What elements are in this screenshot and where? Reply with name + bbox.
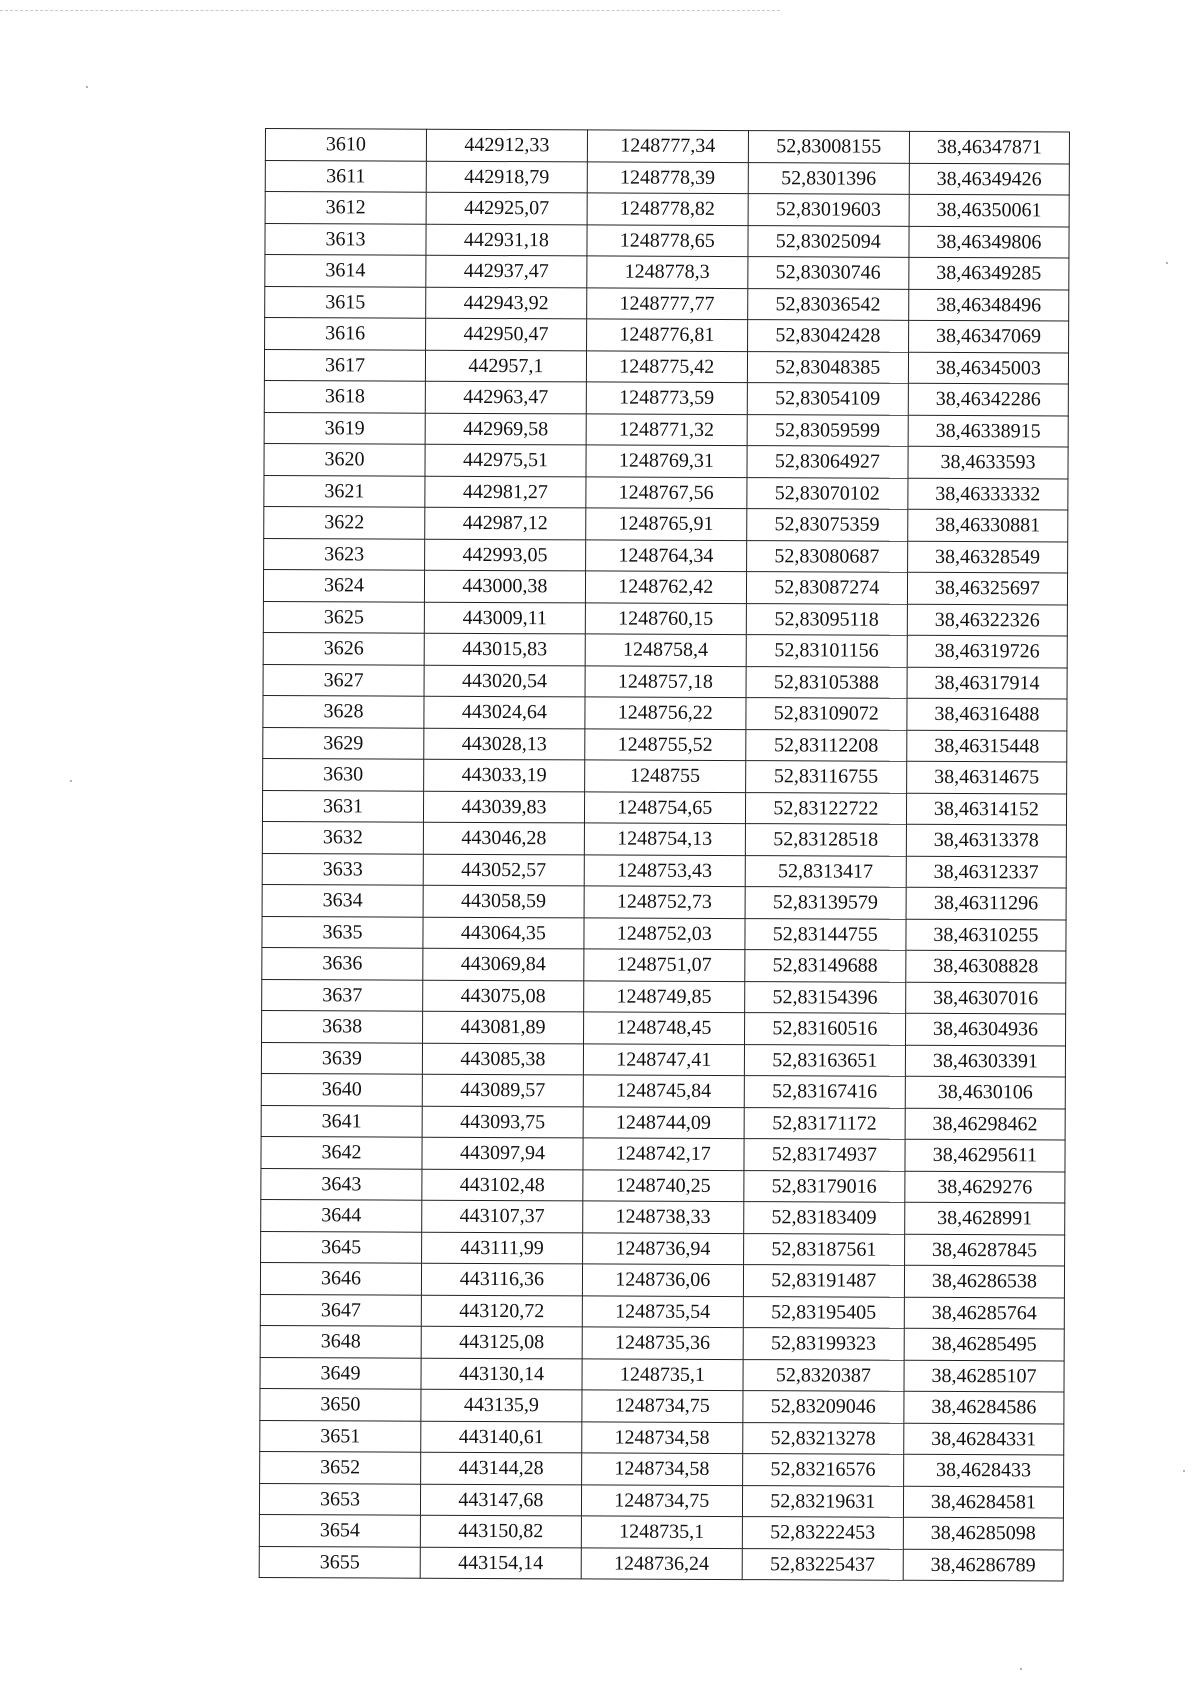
y-coordinate-cell: 1248748,45 <box>583 1012 744 1044</box>
longitude-cell: 38,46285764 <box>904 1297 1064 1329</box>
longitude-cell: 38,46342286 <box>908 383 1068 415</box>
latitude-cell: 52,83054109 <box>747 383 908 415</box>
coordinates-table <box>259 128 1070 1581</box>
y-coordinate-cell: 1248777,34 <box>587 130 748 162</box>
y-coordinate-cell: 1248751,07 <box>584 949 745 981</box>
x-coordinate-cell: 442963,47 <box>425 381 586 413</box>
point-number-cell: 3613 <box>265 223 426 255</box>
scan-speck <box>1166 262 1168 264</box>
point-number-cell: 3644 <box>261 1199 422 1231</box>
point-number-cell: 3629 <box>263 727 424 759</box>
x-coordinate-cell: 442981,27 <box>425 476 586 508</box>
latitude-cell: 52,83195405 <box>743 1296 904 1328</box>
table-row <box>263 632 1067 667</box>
longitude-cell: 38,46349285 <box>909 257 1069 289</box>
latitude-cell: 52,83222453 <box>742 1517 903 1549</box>
point-number-cell: 3632 <box>262 821 423 853</box>
latitude-cell: 52,8320387 <box>743 1359 904 1391</box>
latitude-cell: 52,83122722 <box>745 792 906 824</box>
x-coordinate-cell: 443111,99 <box>422 1232 583 1264</box>
x-coordinate-cell: 443125,08 <box>421 1326 582 1358</box>
table-row <box>264 380 1068 415</box>
longitude-cell: 38,46333332 <box>908 478 1068 510</box>
x-coordinate-cell: 443015,83 <box>424 633 585 665</box>
point-number-cell: 3646 <box>260 1262 421 1294</box>
longitude-cell: 38,46304936 <box>905 1013 1065 1045</box>
point-number-cell: 3648 <box>260 1325 421 1357</box>
point-number-cell: 3639 <box>261 1042 422 1074</box>
latitude-cell: 52,83219631 <box>742 1485 903 1517</box>
y-coordinate-cell: 1248738,33 <box>583 1201 744 1233</box>
y-coordinate-cell: 1248764,34 <box>585 539 746 571</box>
table-row <box>261 1168 1065 1203</box>
point-number-cell: 3624 <box>263 569 424 601</box>
x-coordinate-cell: 443075,08 <box>423 980 584 1012</box>
y-coordinate-cell: 1248734,58 <box>582 1421 743 1453</box>
table-row <box>259 1483 1063 1518</box>
y-coordinate-cell: 1248747,41 <box>583 1043 744 1075</box>
longitude-cell: 38,46330881 <box>908 509 1068 541</box>
longitude-cell: 38,46316488 <box>907 698 1067 730</box>
latitude-cell: 52,83167416 <box>744 1076 905 1108</box>
latitude-cell: 52,83144755 <box>745 918 906 950</box>
latitude-cell: 52,83187561 <box>743 1233 904 1265</box>
x-coordinate-cell: 442925,07 <box>426 192 587 224</box>
point-number-cell: 3653 <box>259 1483 420 1515</box>
point-number-cell: 3614 <box>265 255 426 287</box>
longitude-cell: 38,46315448 <box>907 730 1067 762</box>
x-coordinate-cell: 443120,72 <box>421 1295 582 1327</box>
point-number-cell: 3617 <box>264 349 425 381</box>
point-number-cell: 3626 <box>263 632 424 664</box>
x-coordinate-cell: 443028,13 <box>424 728 585 760</box>
longitude-cell: 38,4630106 <box>905 1076 1065 1108</box>
latitude-cell: 52,83171172 <box>744 1107 905 1139</box>
table-row <box>259 1546 1063 1581</box>
longitude-cell: 38,4629276 <box>905 1171 1065 1203</box>
point-number-cell: 3640 <box>261 1073 422 1105</box>
x-coordinate-cell: 442950,47 <box>426 318 587 350</box>
scan-speck <box>1020 1668 1022 1670</box>
table-row <box>265 255 1069 290</box>
y-coordinate-cell: 1248755 <box>584 760 745 792</box>
x-coordinate-cell: 442969,58 <box>425 413 586 445</box>
table-row <box>264 506 1068 541</box>
table-row <box>263 758 1067 793</box>
table-row <box>262 790 1066 825</box>
y-coordinate-cell: 1248762,42 <box>585 571 746 603</box>
y-coordinate-cell: 1248745,84 <box>583 1075 744 1107</box>
table-row <box>263 664 1067 699</box>
table-row <box>260 1420 1064 1455</box>
table-row <box>260 1262 1064 1297</box>
latitude-cell: 52,83042428 <box>747 320 908 352</box>
point-number-cell: 3616 <box>265 318 426 350</box>
y-coordinate-cell: 1248736,06 <box>582 1264 743 1296</box>
x-coordinate-cell: 443093,75 <box>422 1106 583 1138</box>
latitude-cell: 52,83154396 <box>744 981 905 1013</box>
table-row <box>262 1010 1066 1045</box>
latitude-cell: 52,83087274 <box>746 572 907 604</box>
point-number-cell: 3641 <box>261 1105 422 1137</box>
x-coordinate-cell: 443147,68 <box>420 1484 581 1516</box>
latitude-cell: 52,83199323 <box>743 1328 904 1360</box>
table-row <box>260 1388 1064 1423</box>
y-coordinate-cell: 1248776,81 <box>586 319 747 351</box>
longitude-cell: 38,46311296 <box>906 887 1066 919</box>
longitude-cell: 38,46310255 <box>906 919 1066 951</box>
scan-speck <box>1183 1470 1185 1472</box>
x-coordinate-cell: 443130,14 <box>421 1358 582 1390</box>
table-row <box>261 1042 1065 1077</box>
latitude-cell: 52,83095118 <box>746 603 907 635</box>
x-coordinate-cell: 443150,82 <box>420 1515 581 1547</box>
table-row <box>261 1136 1065 1171</box>
table-row <box>263 601 1067 636</box>
latitude-cell: 52,83059599 <box>747 414 908 446</box>
table-row <box>262 884 1066 919</box>
latitude-cell: 52,83149688 <box>745 950 906 982</box>
longitude-cell: 38,46319726 <box>907 635 1067 667</box>
point-number-cell: 3647 <box>260 1294 421 1326</box>
table-row <box>260 1357 1064 1392</box>
longitude-cell: 38,46284586 <box>904 1391 1064 1423</box>
longitude-cell: 38,46328549 <box>907 541 1067 573</box>
latitude-cell: 52,83105388 <box>746 666 907 698</box>
latitude-cell: 52,83163651 <box>744 1044 905 1076</box>
latitude-cell: 52,83030746 <box>748 257 909 289</box>
x-coordinate-cell: 443058,59 <box>423 885 584 917</box>
y-coordinate-cell: 1248735,36 <box>582 1327 743 1359</box>
x-coordinate-cell: 443135,9 <box>421 1389 582 1421</box>
point-number-cell: 3649 <box>260 1357 421 1389</box>
x-coordinate-cell: 443089,57 <box>422 1074 583 1106</box>
point-number-cell: 3638 <box>262 1010 423 1042</box>
point-number-cell: 3621 <box>264 475 425 507</box>
y-coordinate-cell: 1248760,15 <box>585 602 746 634</box>
latitude-cell: 52,83179016 <box>744 1170 905 1202</box>
point-number-cell: 3620 <box>264 443 425 475</box>
latitude-cell: 52,83139579 <box>745 887 906 919</box>
longitude-cell: 38,46314675 <box>906 761 1066 793</box>
point-number-cell: 3645 <box>261 1231 422 1263</box>
y-coordinate-cell: 1248777,77 <box>586 287 747 319</box>
y-coordinate-cell: 1248778,3 <box>587 256 748 288</box>
longitude-cell: 38,46347069 <box>908 320 1068 352</box>
longitude-cell: 38,46345003 <box>908 352 1068 384</box>
x-coordinate-cell: 442993,05 <box>425 539 586 571</box>
longitude-cell: 38,46285495 <box>904 1328 1064 1360</box>
longitude-cell: 38,46317914 <box>907 667 1067 699</box>
longitude-cell: 38,46285098 <box>903 1517 1063 1549</box>
y-coordinate-cell: 1248752,73 <box>584 886 745 918</box>
point-number-cell: 3630 <box>263 758 424 790</box>
x-coordinate-cell: 442937,47 <box>426 255 587 287</box>
x-coordinate-cell: 443081,89 <box>423 1011 584 1043</box>
longitude-cell: 38,46347871 <box>909 131 1069 163</box>
table-row <box>261 1073 1065 1108</box>
y-coordinate-cell: 1248754,65 <box>584 791 745 823</box>
y-coordinate-cell: 1248756,22 <box>585 697 746 729</box>
y-coordinate-cell: 1248773,59 <box>586 382 747 414</box>
x-coordinate-cell: 442931,18 <box>426 224 587 256</box>
y-coordinate-cell: 1248758,4 <box>585 634 746 666</box>
table-row <box>265 160 1069 195</box>
latitude-cell: 52,83070102 <box>747 477 908 509</box>
y-coordinate-cell: 1248749,85 <box>583 980 744 1012</box>
longitude-cell: 38,46312337 <box>906 856 1066 888</box>
x-coordinate-cell: 443144,28 <box>421 1452 582 1484</box>
y-coordinate-cell: 1248740,25 <box>583 1169 744 1201</box>
latitude-cell: 52,83174937 <box>744 1139 905 1171</box>
x-coordinate-cell: 442957,1 <box>425 350 586 382</box>
longitude-cell: 38,46349426 <box>909 163 1069 195</box>
y-coordinate-cell: 1248765,91 <box>586 508 747 540</box>
point-number-cell: 3611 <box>265 160 426 192</box>
table-row <box>264 349 1068 384</box>
point-number-cell: 3615 <box>265 286 426 318</box>
point-number-cell: 3634 <box>262 884 423 916</box>
longitude-cell: 38,46286789 <box>903 1549 1063 1581</box>
y-coordinate-cell: 1248742,17 <box>583 1138 744 1170</box>
x-coordinate-cell: 443046,28 <box>423 822 584 854</box>
x-coordinate-cell: 443116,36 <box>421 1263 582 1295</box>
table-row <box>263 695 1067 730</box>
y-coordinate-cell: 1248735,1 <box>581 1516 742 1548</box>
latitude-cell: 52,83216576 <box>742 1454 903 1486</box>
latitude-cell: 52,83183409 <box>743 1202 904 1234</box>
x-coordinate-cell: 443000,38 <box>424 570 585 602</box>
latitude-cell: 52,83064927 <box>747 446 908 478</box>
x-coordinate-cell: 443052,57 <box>423 854 584 886</box>
longitude-cell: 38,46338915 <box>908 415 1068 447</box>
point-number-cell: 3642 <box>261 1136 422 1168</box>
scan-top-edge-line <box>0 10 780 11</box>
table-row <box>262 821 1066 856</box>
table-row <box>259 1514 1063 1549</box>
y-coordinate-cell: 1248744,09 <box>583 1106 744 1138</box>
y-coordinate-cell: 1248735,1 <box>582 1358 743 1390</box>
y-coordinate-cell: 1248778,82 <box>587 193 748 225</box>
table-row <box>263 569 1067 604</box>
longitude-cell: 38,46287845 <box>904 1234 1064 1266</box>
y-coordinate-cell: 1248734,75 <box>582 1390 743 1422</box>
longitude-cell: 38,46350061 <box>909 194 1069 226</box>
latitude-cell: 52,83080687 <box>746 540 907 572</box>
table-row <box>265 223 1069 258</box>
x-coordinate-cell: 443102,48 <box>422 1169 583 1201</box>
y-coordinate-cell: 1248735,54 <box>582 1295 743 1327</box>
latitude-cell: 52,83075359 <box>746 509 907 541</box>
point-number-cell: 3655 <box>259 1546 420 1578</box>
latitude-cell: 52,83213278 <box>742 1422 903 1454</box>
y-coordinate-cell: 1248752,03 <box>584 917 745 949</box>
x-coordinate-cell: 443085,38 <box>422 1043 583 1075</box>
point-number-cell: 3654 <box>259 1514 420 1546</box>
longitude-cell: 38,46298462 <box>905 1108 1065 1140</box>
y-coordinate-cell: 1248753,43 <box>584 854 745 886</box>
longitude-cell: 38,46325697 <box>907 572 1067 604</box>
table-row <box>260 1451 1064 1486</box>
y-coordinate-cell: 1248778,65 <box>587 224 748 256</box>
point-number-cell: 3633 <box>262 853 423 885</box>
latitude-cell: 52,83008155 <box>748 131 909 163</box>
latitude-cell: 52,8301396 <box>748 162 909 194</box>
latitude-cell: 52,83112208 <box>746 729 907 761</box>
point-number-cell: 3636 <box>262 947 423 979</box>
point-number-cell: 3610 <box>265 129 426 161</box>
x-coordinate-cell: 443024,64 <box>424 696 585 728</box>
table-row <box>265 129 1069 164</box>
longitude-cell: 38,46295611 <box>905 1139 1065 1171</box>
scan-speck <box>70 780 72 782</box>
y-coordinate-cell: 1248734,75 <box>581 1484 742 1516</box>
latitude-cell: 52,83109072 <box>746 698 907 730</box>
table-row <box>265 286 1069 321</box>
latitude-cell: 52,8313417 <box>745 855 906 887</box>
x-coordinate-cell: 442918,79 <box>426 161 587 193</box>
table-row <box>262 947 1066 982</box>
y-coordinate-cell: 1248754,13 <box>584 823 745 855</box>
longitude-cell: 38,46303391 <box>905 1045 1065 1077</box>
table-row <box>261 1199 1065 1234</box>
point-number-cell: 3631 <box>262 790 423 822</box>
x-coordinate-cell: 443064,35 <box>423 917 584 949</box>
latitude-cell: 52,83160516 <box>744 1013 905 1045</box>
longitude-cell: 38,46322326 <box>907 604 1067 636</box>
point-number-cell: 3651 <box>260 1420 421 1452</box>
point-number-cell: 3625 <box>263 601 424 633</box>
table-row <box>264 443 1068 478</box>
x-coordinate-cell: 443009,11 <box>424 602 585 634</box>
y-coordinate-cell: 1248767,56 <box>586 476 747 508</box>
longitude-cell: 38,46349806 <box>909 226 1069 258</box>
table-row <box>260 1294 1064 1329</box>
table-row <box>262 916 1066 951</box>
point-number-cell: 3618 <box>264 380 425 412</box>
y-coordinate-cell: 1248778,39 <box>587 161 748 193</box>
longitude-cell: 38,46314152 <box>906 793 1066 825</box>
latitude-cell: 52,83048385 <box>747 351 908 383</box>
longitude-cell: 38,4628433 <box>903 1454 1063 1486</box>
table-row <box>265 192 1069 227</box>
y-coordinate-cell: 1248736,24 <box>581 1547 742 1579</box>
latitude-cell: 52,83116755 <box>745 761 906 793</box>
point-number-cell: 3650 <box>260 1388 421 1420</box>
table-row <box>264 475 1068 510</box>
table-row <box>264 538 1068 573</box>
x-coordinate-cell: 442975,51 <box>425 444 586 476</box>
longitude-cell: 38,46308828 <box>906 950 1066 982</box>
longitude-cell: 38,46307016 <box>906 982 1066 1014</box>
longitude-cell: 38,46348496 <box>909 289 1069 321</box>
y-coordinate-cell: 1248775,42 <box>586 350 747 382</box>
longitude-cell: 38,46284331 <box>904 1423 1064 1455</box>
longitude-cell: 38,46284581 <box>903 1486 1063 1518</box>
table-row <box>264 412 1068 447</box>
y-coordinate-cell: 1248771,32 <box>586 413 747 445</box>
table-row <box>263 727 1067 762</box>
scan-speck <box>86 86 88 88</box>
longitude-cell: 38,4633593 <box>908 446 1068 478</box>
table-row <box>262 979 1066 1014</box>
latitude-cell: 52,83019603 <box>748 194 909 226</box>
y-coordinate-cell: 1248734,58 <box>581 1453 742 1485</box>
x-coordinate-cell: 443097,94 <box>422 1137 583 1169</box>
point-number-cell: 3622 <box>264 506 425 538</box>
latitude-cell: 52,83191487 <box>743 1265 904 1297</box>
point-number-cell: 3652 <box>260 1451 421 1483</box>
y-coordinate-cell: 1248769,31 <box>586 445 747 477</box>
x-coordinate-cell: 442943,92 <box>426 287 587 319</box>
table-row <box>262 853 1066 888</box>
point-number-cell: 3643 <box>261 1168 422 1200</box>
x-coordinate-cell: 443020,54 <box>424 665 585 697</box>
point-number-cell: 3619 <box>264 412 425 444</box>
latitude-cell: 52,83025094 <box>748 225 909 257</box>
longitude-cell: 38,46286538 <box>904 1265 1064 1297</box>
coordinates-table-body <box>259 129 1069 1581</box>
latitude-cell: 52,83209046 <box>743 1391 904 1423</box>
x-coordinate-cell: 443107,37 <box>422 1200 583 1232</box>
x-coordinate-cell: 443033,19 <box>424 759 585 791</box>
longitude-cell: 38,46313378 <box>906 824 1066 856</box>
latitude-cell: 52,83225437 <box>742 1548 903 1580</box>
x-coordinate-cell: 443154,14 <box>420 1547 581 1579</box>
point-number-cell: 3623 <box>264 538 425 570</box>
longitude-cell: 38,4628991 <box>905 1202 1065 1234</box>
y-coordinate-cell: 1248736,94 <box>582 1232 743 1264</box>
y-coordinate-cell: 1248755,52 <box>585 728 746 760</box>
point-number-cell: 3635 <box>262 916 423 948</box>
point-number-cell: 3612 <box>265 192 426 224</box>
latitude-cell: 52,83101156 <box>746 635 907 667</box>
x-coordinate-cell: 443140,61 <box>421 1421 582 1453</box>
table-row <box>260 1325 1064 1360</box>
x-coordinate-cell: 442912,33 <box>426 129 587 161</box>
point-number-cell: 3637 <box>262 979 423 1011</box>
point-number-cell: 3627 <box>263 664 424 696</box>
x-coordinate-cell: 443039,83 <box>424 791 585 823</box>
x-coordinate-cell: 442987,12 <box>425 507 586 539</box>
longitude-cell: 38,46285107 <box>904 1360 1064 1392</box>
table-row <box>261 1231 1065 1266</box>
x-coordinate-cell: 443069,84 <box>423 948 584 980</box>
point-number-cell: 3628 <box>263 695 424 727</box>
table-row <box>261 1105 1065 1140</box>
table-row <box>265 318 1069 353</box>
latitude-cell: 52,83036542 <box>747 288 908 320</box>
y-coordinate-cell: 1248757,18 <box>585 665 746 697</box>
latitude-cell: 52,83128518 <box>745 824 906 856</box>
